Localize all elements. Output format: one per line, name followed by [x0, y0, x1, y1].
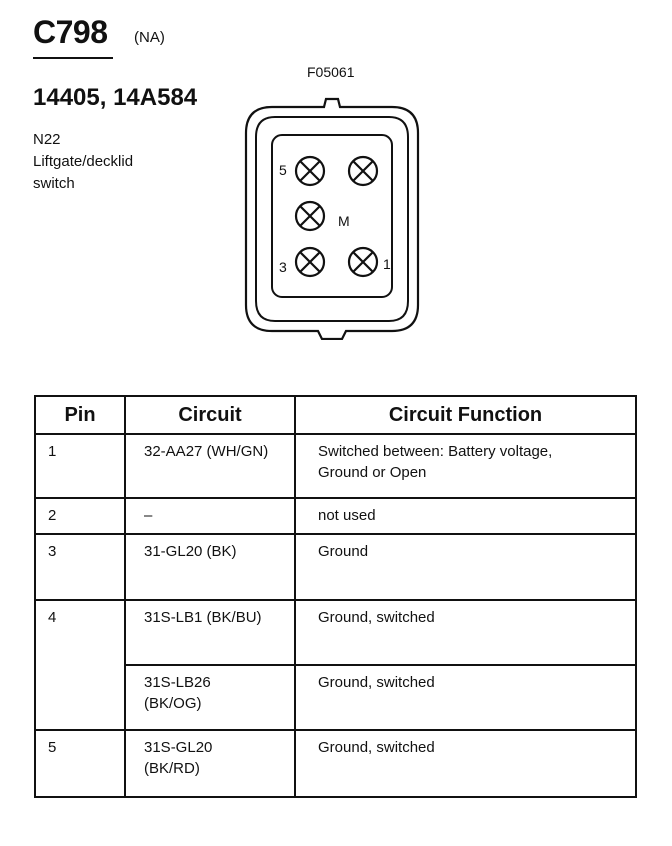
table-row — [35, 665, 636, 730]
function-cell: not used — [295, 498, 636, 534]
function-cell: Ground — [295, 534, 636, 600]
function-cell: Ground, switched — [295, 665, 636, 730]
header-circuit-function: Circuit Function — [295, 396, 636, 434]
description-line-2: Liftgate/decklid — [33, 153, 134, 170]
connector-face-diagram — [242, 95, 422, 340]
pin-4-icon — [349, 157, 377, 185]
pin-cell: 1 — [35, 434, 125, 498]
pin-table — [34, 395, 637, 798]
table-row — [35, 498, 636, 534]
table-row — [35, 434, 636, 498]
connector-id: C798 — [33, 14, 108, 50]
circuit-cell: 32-AA27 (WH/GN) — [125, 434, 295, 498]
pin-1-icon — [349, 248, 377, 276]
part-numbers: 14405, 14A584 — [33, 84, 198, 111]
function-cell: Ground, switched — [295, 600, 636, 665]
table-row — [35, 600, 636, 665]
description-line-1: N22 — [33, 131, 61, 148]
pin-m-icon — [296, 202, 324, 230]
table-row — [35, 730, 636, 797]
pin-cell: 5 — [35, 730, 125, 797]
table-row — [35, 534, 636, 600]
function-cell: Switched between: Battery voltage, Ground or Open — [295, 434, 636, 498]
circuit-cell: 31S-LB1 (BK/BU) — [125, 600, 295, 665]
header-pin: Pin — [35, 396, 125, 434]
pin-5-label: 5 — [279, 162, 287, 178]
pin-cell: 2 — [35, 498, 125, 534]
description-line-3: switch — [33, 175, 75, 192]
variant-label: (NA) — [134, 29, 165, 46]
circuit-cell: 31S-GL20 (BK/RD) — [125, 730, 295, 797]
pin-1-label: 1 — [383, 256, 391, 272]
pin-5-icon — [296, 157, 324, 185]
figure-code: F05061 — [307, 64, 355, 80]
pin-3-label: 3 — [279, 259, 287, 275]
function-cell: Ground, switched — [295, 730, 636, 797]
table-header-row — [35, 396, 636, 434]
circuit-cell: – — [125, 498, 295, 534]
pin-field-outline — [272, 135, 392, 297]
pin-cell: 3 — [35, 534, 125, 600]
pin-3-icon — [296, 248, 324, 276]
circuit-cell: 31S-LB26 (BK/OG) — [125, 665, 295, 730]
pin-m-label: M — [338, 213, 350, 229]
title-underline — [33, 57, 113, 59]
header-circuit: Circuit — [125, 396, 295, 434]
housing-inner-outline — [256, 117, 408, 321]
circuit-cell: 31-GL20 (BK) — [125, 534, 295, 600]
pin-cell: 4 — [35, 600, 125, 730]
